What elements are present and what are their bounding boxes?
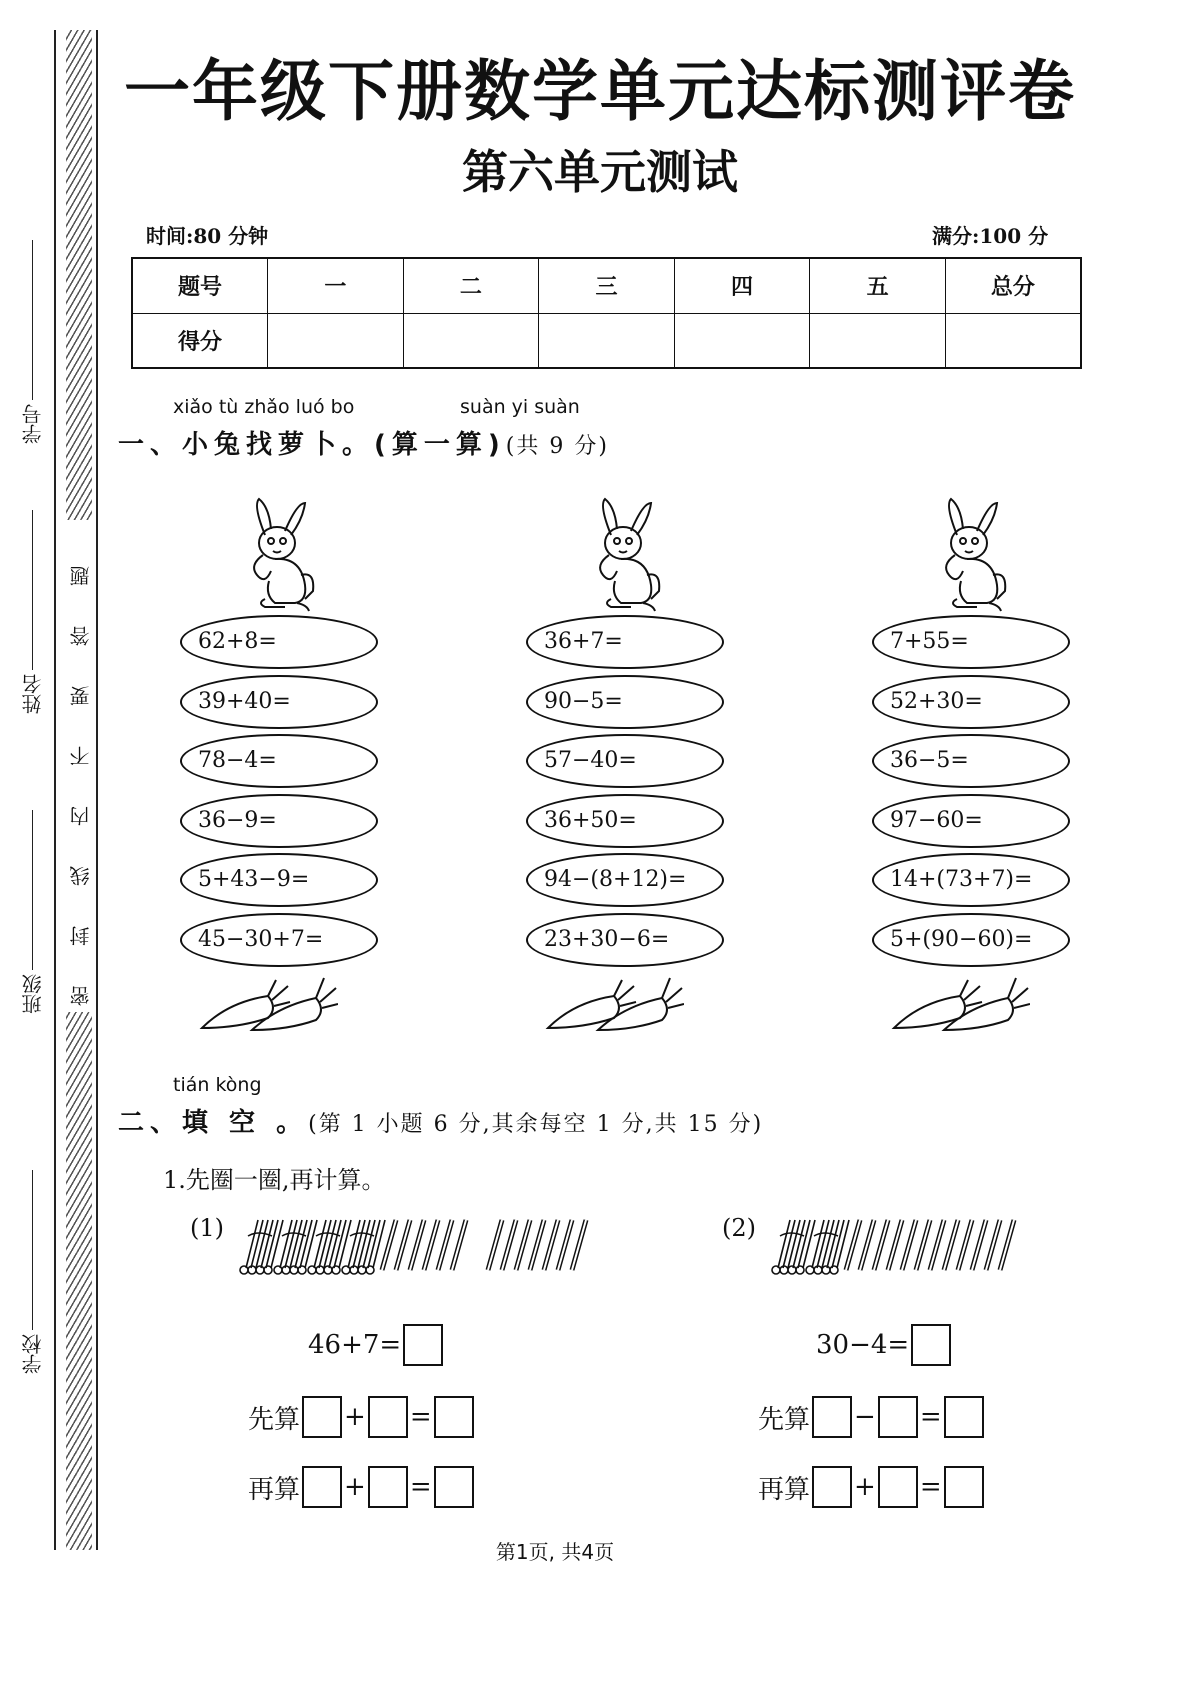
rabbit-icon — [581, 495, 671, 613]
field-label: 姓名 — [21, 674, 45, 714]
answer-box[interactable] — [944, 1396, 984, 1438]
first-step-row — [758, 1396, 986, 1438]
equation-oval[interactable] — [180, 913, 378, 967]
section-2-title: 二、填 空 。(第 1 小题 6 分,其余每空 1 分,共 15 分) — [118, 1108, 764, 1138]
carrots-icon — [544, 972, 684, 1034]
carrots-icon — [198, 972, 338, 1034]
class-field[interactable] — [18, 810, 47, 1014]
answer-box[interactable] — [368, 1396, 408, 1438]
page-subtitle: 第六单元测试 — [462, 145, 738, 199]
counting-sticks-icon — [236, 1216, 618, 1278]
second-step-row — [758, 1466, 986, 1508]
equation-oval[interactable] — [526, 675, 724, 729]
page-title: 一年级下册数学单元达标测评卷 — [124, 53, 1076, 130]
name-field[interactable] — [18, 510, 47, 714]
equation-text: 45−30+7= — [198, 926, 324, 952]
seal-notice: 密封线内不要答题 — [66, 520, 92, 1012]
answer-box[interactable] — [911, 1324, 951, 1366]
operator: + — [344, 1472, 366, 1502]
answer-box[interactable] — [302, 1466, 342, 1508]
page-number: 第1页, 共4页 — [495, 1540, 615, 1564]
step-label: 先算 — [758, 1404, 811, 1435]
second-step-row — [248, 1466, 476, 1508]
first-step-row — [248, 1396, 476, 1438]
time-limit: 时间:80 分钟 — [146, 224, 269, 248]
margin-line — [96, 30, 98, 1550]
pinyin: tián kòng — [173, 1074, 262, 1096]
equation-text: 30−4= — [816, 1330, 910, 1360]
equals: = — [409, 1402, 432, 1432]
equals: = — [919, 1472, 942, 1502]
table-header: 二 — [403, 258, 539, 313]
equation-text: 46+7= — [308, 1330, 402, 1360]
score-cell[interactable] — [268, 313, 404, 368]
part-label: (1) — [190, 1214, 224, 1242]
equation-oval[interactable] — [872, 913, 1070, 967]
equation-text: 36−5= — [890, 748, 969, 773]
question-1: 1.先圈一圈,再计算。 — [163, 1166, 386, 1194]
score-cell[interactable] — [539, 313, 675, 368]
score-cell[interactable] — [403, 313, 539, 368]
score-cell[interactable] — [810, 313, 946, 368]
score-table — [131, 257, 1082, 369]
equation-text: 94−(8+12)= — [544, 867, 687, 892]
pinyin: xiǎo tù zhǎo luó bo — [173, 396, 355, 418]
rabbit-icon — [235, 495, 325, 613]
equation-text: 52+30= — [890, 688, 983, 714]
equation-text: 14+(73+7)= — [890, 867, 1033, 892]
equation-oval[interactable] — [872, 734, 1070, 788]
equation-oval[interactable] — [872, 853, 1070, 907]
step-label: 先算 — [248, 1404, 301, 1435]
step-label: 再算 — [248, 1474, 301, 1505]
rabbit-column — [526, 495, 736, 1038]
equation-text: 78−4= — [198, 748, 277, 773]
carrots-icon — [890, 972, 1030, 1034]
operator: + — [854, 1472, 876, 1502]
equation-text: 57−40= — [544, 748, 637, 773]
operator: + — [344, 1402, 366, 1432]
rabbit-icon — [927, 495, 1017, 613]
answer-box[interactable] — [944, 1466, 984, 1508]
equation-oval[interactable] — [526, 794, 724, 848]
equation-text: 39+40= — [198, 688, 291, 714]
equation-oval[interactable] — [872, 615, 1070, 669]
table-header: 四 — [674, 258, 810, 313]
table-header: 五 — [810, 258, 946, 313]
equation-oval[interactable] — [180, 615, 378, 669]
row-label: 得分 — [132, 313, 268, 368]
equals: = — [409, 1472, 432, 1502]
answer-box[interactable] — [878, 1466, 918, 1508]
answer-box[interactable] — [403, 1324, 443, 1366]
equation-text: 5+(90−60)= — [890, 926, 1033, 952]
table-header: 总分 — [945, 258, 1081, 313]
answer-box[interactable] — [434, 1396, 474, 1438]
school-field[interactable] — [18, 1170, 47, 1374]
equation-text: 97−60= — [890, 807, 983, 833]
equation-oval[interactable] — [180, 794, 378, 848]
equation-text: 90−5= — [544, 688, 623, 714]
field-label: 班级 — [21, 974, 45, 1014]
equation-text: 36+7= — [544, 629, 623, 654]
counting-sticks-icon — [768, 1216, 1046, 1278]
score-cell[interactable] — [945, 313, 1081, 368]
full-score: 满分:100 分 — [932, 224, 1049, 248]
equation-text: 62+8= — [198, 629, 277, 654]
margin-line — [54, 30, 56, 1550]
equation-oval[interactable] — [872, 675, 1070, 729]
rabbit-column — [180, 495, 390, 1038]
field-label: 学号 — [21, 404, 45, 444]
table-header: 题号 — [132, 258, 268, 313]
equation-text: 23+30−6= — [544, 926, 670, 952]
answer-box[interactable] — [812, 1466, 852, 1508]
answer-box[interactable] — [878, 1396, 918, 1438]
pinyin: suàn yi suàn — [460, 396, 580, 418]
operator: − — [854, 1402, 876, 1432]
equation-text: 36−9= — [198, 807, 277, 833]
table-header: 三 — [539, 258, 675, 313]
equation-oval[interactable] — [526, 615, 724, 669]
answer-box[interactable] — [812, 1396, 852, 1438]
equation-text: 36+50= — [544, 807, 637, 833]
equation-row — [308, 1324, 445, 1366]
answer-box[interactable] — [434, 1466, 474, 1508]
equation-oval[interactable] — [180, 734, 378, 788]
section-1-title: 一、小兔找萝卜。(算一算)(共 9 分) — [118, 430, 609, 460]
equation-oval[interactable] — [526, 853, 724, 907]
answer-box[interactable] — [368, 1466, 408, 1508]
equation-oval[interactable] — [180, 853, 378, 907]
equation-oval[interactable] — [180, 675, 378, 729]
table-header: 一 — [268, 258, 404, 313]
rabbit-column — [872, 495, 1082, 1038]
equation-row — [816, 1324, 953, 1366]
answer-box[interactable] — [302, 1396, 342, 1438]
equation-oval[interactable] — [526, 734, 724, 788]
field-label: 学校 — [21, 1334, 45, 1374]
student-id-field[interactable] — [18, 240, 47, 444]
score-cell[interactable] — [674, 313, 810, 368]
equation-text: 5+43−9= — [198, 867, 310, 892]
equals: = — [919, 1402, 942, 1432]
step-label: 再算 — [758, 1474, 811, 1505]
part-label: (2) — [722, 1214, 756, 1242]
equation-oval[interactable] — [526, 913, 724, 967]
equation-text: 7+55= — [890, 629, 969, 654]
equation-oval[interactable] — [872, 794, 1070, 848]
